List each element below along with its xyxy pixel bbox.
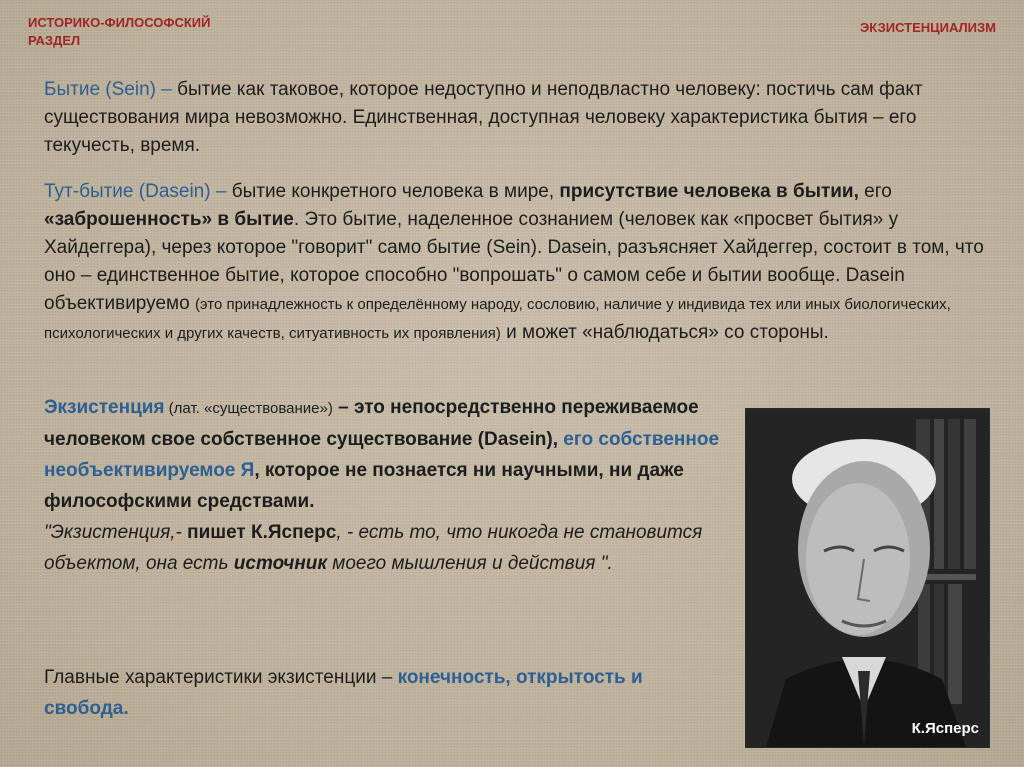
- small-note: (лат. «существование»): [164, 400, 333, 417]
- small-note: (это принадлежность к определённому народу, сословию, наличие у индивида тех или иных биологических, психологических и других качеств, ситуативность их проявления): [44, 296, 951, 342]
- paragraph-sein: [44, 76, 996, 160]
- blue-bold-span: его собственное необъективируемое Я: [44, 429, 720, 481]
- photo-caption: К.Ясперс: [911, 720, 979, 737]
- paragraph-existence: [44, 392, 724, 579]
- bold-span: «заброшенность» в бытие: [44, 209, 294, 230]
- text-span: бытие конкретного человека в мире,: [226, 181, 560, 202]
- jaspers-photo: [745, 408, 990, 748]
- bold-span: , которое не познается ни научными, ни даже философскими средствами.: [44, 460, 684, 512]
- text-span: его: [858, 181, 892, 202]
- term-dasein: Тут-бытие (Dasein) –: [44, 181, 227, 202]
- term-sein: Бытие (Sein) –: [44, 79, 172, 100]
- paragraph-dasein: [44, 178, 996, 348]
- blue-bold-span: открытость и свобода.: [44, 667, 643, 719]
- topic-label: ЭКЗИСТЕНЦИАЛИЗМ: [859, 20, 996, 35]
- section-label: ИСТОРИКО-ФИЛОСОФСКИЙ РАЗДЕЛ: [28, 15, 211, 48]
- bold-italic-span: источник: [233, 553, 328, 574]
- blue-bold-span: конечность,: [397, 667, 511, 688]
- bold-span: пишет К.Ясперс: [187, 522, 337, 543]
- definition-sein: бытие как таковое, которое недоступно и неподвластно человеку: постичь сам факт существования мира невозможно. Единственная, доступная человеку характеристика бытия – его текучесть, время.: [44, 79, 923, 156]
- bold-span: присутствие человека в бытии,: [559, 181, 859, 202]
- portrait-silhouette: [746, 409, 989, 747]
- text-span: . Это бытие, наделенное сознанием (человек как «просвет бытия» у Хайдеггера), через которое "говорит" само бытие (Sein). Dasein, разъясняет Хайдеггер, состоит в том, что оно – единственное бытие, которое способно "вопрошать" о самом себе и бытии вообще. Dasein объективируемо: [44, 209, 984, 314]
- quote-span: , - есть то, что никогда не становится объектом, она есть: [44, 522, 703, 574]
- text-span: Главные характеристики экзистенции –: [44, 667, 398, 688]
- quote-span: "Экзистенция,-: [44, 522, 188, 543]
- text-span: и может «наблюдаться» со стороны.: [500, 322, 829, 343]
- paragraph-characteristics: [44, 662, 704, 724]
- bold-span: – это непосредственно переживаемое человеком свое собственное существование (Dasein),: [44, 397, 699, 450]
- term-existence: Экзистенция: [44, 397, 165, 418]
- quote-span: моего мышления и действия ".: [327, 553, 613, 574]
